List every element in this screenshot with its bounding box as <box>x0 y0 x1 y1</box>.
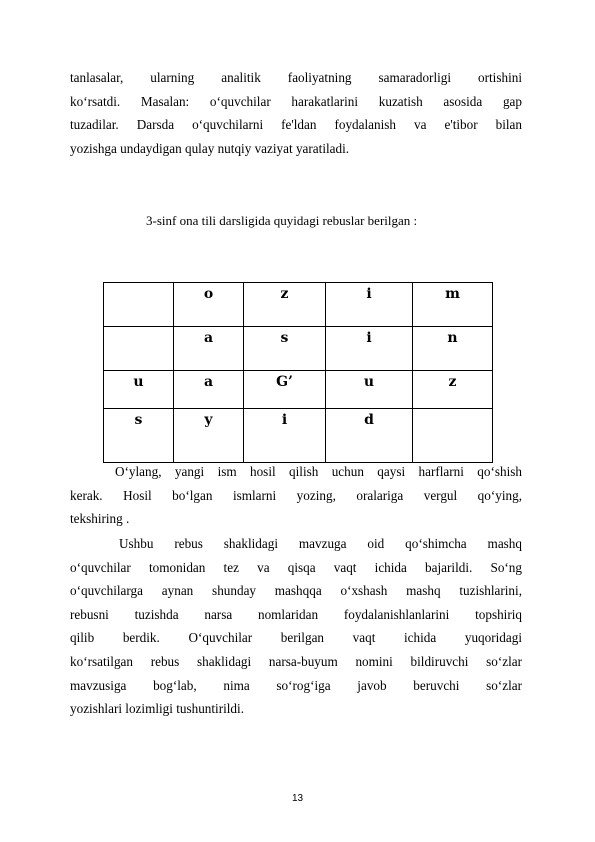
text-line: tuzadilar. Darsda o‘quvchilarni fe'ldan foydalanish va e'tibor bilan <box>70 117 522 133</box>
table-cell: a <box>174 327 244 371</box>
rebus-table <box>103 282 493 463</box>
text-line: qilib berdik. O‘quvchilar berilgan vaqt ichida yuqoridagi <box>70 630 522 646</box>
table-cell: z <box>413 371 493 409</box>
table-cell: o <box>174 283 244 327</box>
table-cell: y <box>174 409 244 463</box>
text-line: O‘ylang, yangi ism hosil qilish uchun qaysi harflarni qo‘shish <box>115 464 522 479</box>
table-cell: z <box>244 283 326 327</box>
text-line: tekshiring . <box>70 511 130 527</box>
text-line: ko‘rsatdi. Masalan: o‘quvchilar harakatlarini kuzatish asosida gap <box>70 93 522 109</box>
text-line: tanlasalar, ularning analitik faoliyatning samaradorligi ortishini <box>70 70 522 85</box>
table-row <box>104 409 493 463</box>
paragraph-exercise <box>70 532 522 721</box>
text-line: rebusni tuzishda narsa nomlaridan foydalanishlanlarini topshiriq <box>70 606 522 622</box>
text-line: yozishga undaydigan qulay nutqiy vaziyat yaratiladi. <box>70 140 350 156</box>
table-cell: i <box>244 409 326 463</box>
table-cell: G’ <box>244 371 326 409</box>
table-cell: i <box>326 327 413 371</box>
table-row <box>104 283 493 327</box>
text-line: Ushbu rebus shaklidagi mavzuga oid qo‘shimcha mashq <box>119 536 522 551</box>
table-cell <box>413 409 493 463</box>
table-cell: i <box>326 283 413 327</box>
text-line: o‘quvchilar tomonidan tez va qisqa vaqt ichida bajarildi. So‘ng <box>70 559 522 575</box>
paragraph-task <box>70 460 522 531</box>
text-line: kerak. Hosil bo‘lgan ismlarni yozing, oralariga vergul qo‘ying, <box>70 487 522 503</box>
table-cell: s <box>244 327 326 371</box>
table-cell: u <box>326 371 413 409</box>
page-number: 13 <box>291 793 304 804</box>
table-row <box>104 327 493 371</box>
table-caption: 3-sinf ona tili darsligida quyidagi rebuslar berilgan : <box>146 213 418 228</box>
table-row <box>104 371 493 409</box>
table-cell: d <box>326 409 413 463</box>
table-cell: s <box>104 409 174 463</box>
text-line: mavzusiga bog‘lab, nima so‘rog‘iga javob beruvchi so‘zlar <box>70 677 522 693</box>
text-line: yozishlari lozimligi tushuntirildi. <box>70 701 244 717</box>
table-cell: u <box>104 371 174 409</box>
paragraph-intro <box>70 66 522 160</box>
text-line: o‘quvchilarga aynan shunday mashqqa o‘xshash mashq tuzishlarini, <box>70 583 522 599</box>
table-cell <box>104 327 174 371</box>
table-cell <box>104 283 174 327</box>
table-cell: a <box>174 371 244 409</box>
text-line: ko‘rsatilgan rebus shaklidagi narsa-buyum nomini bildiruvchi so‘zlar <box>70 653 522 669</box>
table-cell: n <box>413 327 493 371</box>
table-cell: m <box>413 283 493 327</box>
